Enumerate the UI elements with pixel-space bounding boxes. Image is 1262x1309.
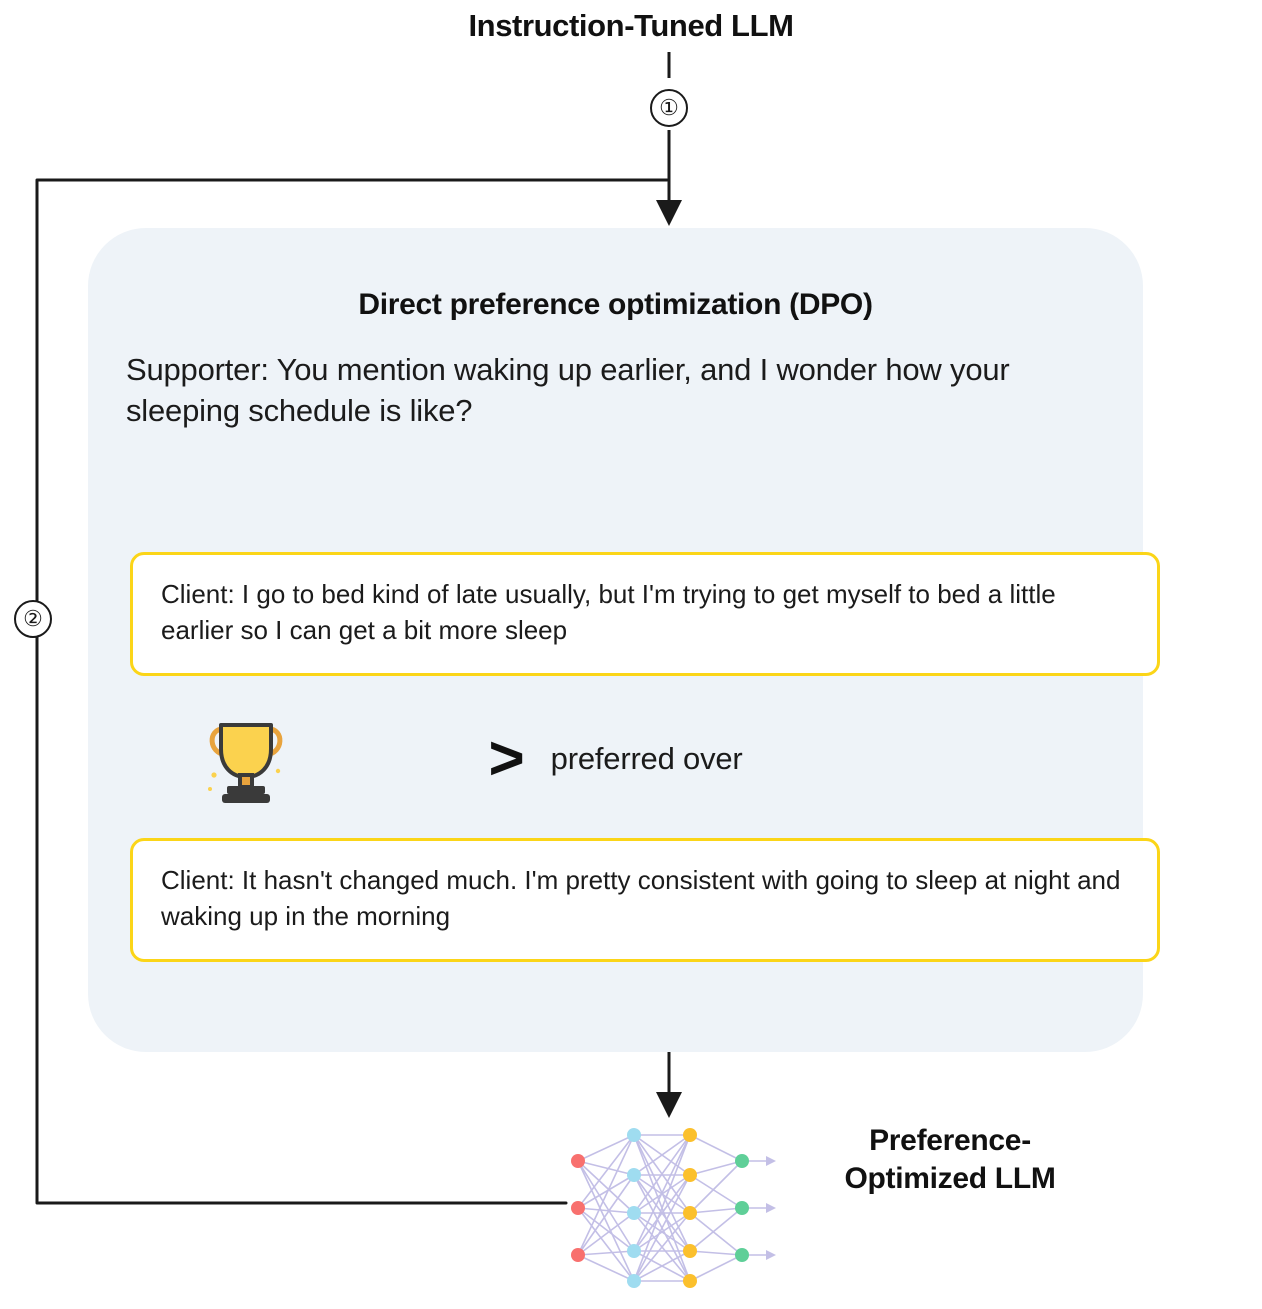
step-marker-1	[650, 89, 688, 127]
page-title: Instruction-Tuned LLM	[468, 8, 794, 43]
supporter-prompt-text: Supporter: You mention waking up earlier, and I wonder how your sleeping schedule is like?	[126, 352, 1010, 428]
preferred-over-label: preferred over	[550, 740, 743, 776]
step-marker-2-label: ②	[23, 606, 43, 631]
rejected-response-box	[130, 838, 1160, 962]
greater-than-icon: >	[488, 724, 525, 793]
step-marker-1-label: ①	[659, 95, 679, 120]
rejected-response-text: Client: It hasn't changed much. I'm pretty consistent with going to sleep at night and waking up in the morning	[161, 865, 1121, 931]
output-model-label: Preference-Optimized LLM	[844, 1124, 1056, 1196]
neural-network-icon	[556, 1113, 796, 1303]
dpo-panel	[88, 228, 1143, 1052]
preference-comparator-row	[88, 724, 1143, 793]
dpo-panel-heading: Direct preference optimization (DPO)	[358, 288, 873, 321]
step-marker-2	[14, 600, 52, 638]
chosen-response-box	[130, 552, 1160, 676]
chosen-response-text: Client: I go to bed kind of late usually, but I'm trying to get myself to bed a little earlier so I can get a bit more sleep	[161, 579, 1056, 645]
